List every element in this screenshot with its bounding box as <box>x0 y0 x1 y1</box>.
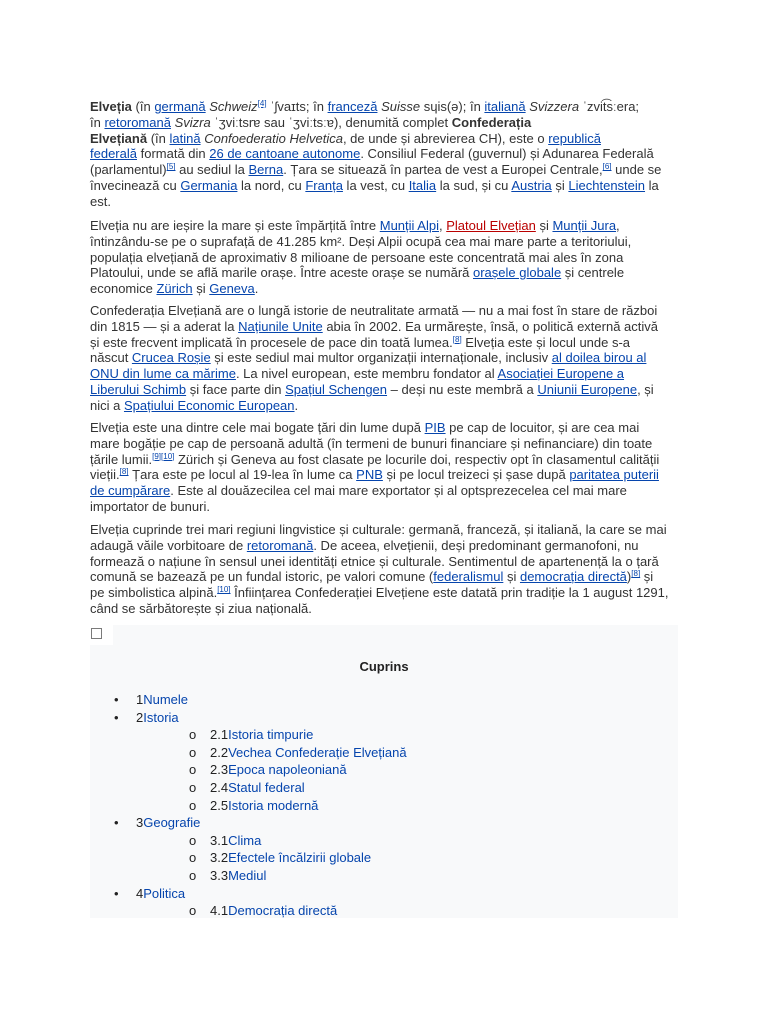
toc-entry[interactable] <box>136 709 179 727</box>
text-run: la sud, și cu <box>436 177 512 193</box>
bullet-icon: • <box>114 885 119 901</box>
text-line <box>90 420 659 436</box>
toc-item[interactable] <box>90 867 678 885</box>
text-line <box>90 99 661 115</box>
toc-number: 3.1 <box>210 832 229 848</box>
article-link[interactable]: Liechtenstein <box>568 177 646 193</box>
text-run: (în <box>147 130 170 146</box>
toc-link[interactable]: Istoria modernă <box>228 797 319 813</box>
text-run: ˈʒviːtsrɐ sau ˈʒviːtsːɐ), denumită complet <box>210 114 452 130</box>
reference-link[interactable]: [6] <box>602 162 612 172</box>
article-link[interactable]: Germania <box>180 177 238 193</box>
italic-term: Svizra <box>174 114 211 130</box>
bold-term: Elveția <box>90 99 132 114</box>
text-run: vieții. <box>90 467 120 483</box>
text-run: și <box>640 569 654 585</box>
text-line <box>90 131 661 147</box>
toc-item[interactable] <box>90 726 678 744</box>
toc-entry[interactable] <box>210 867 266 885</box>
text-run: importator de bunuri. <box>90 498 210 514</box>
toc-link[interactable]: Mediul <box>228 867 267 883</box>
text-run: pe cap de locuitor, și are cea mai <box>445 420 640 435</box>
circle-bullet-icon: o <box>189 903 197 919</box>
reference-link[interactable]: [9] <box>152 451 162 461</box>
toc-link[interactable]: Democrația directă <box>228 903 338 919</box>
toc-item[interactable] <box>90 902 678 920</box>
toc-link[interactable]: Clima <box>228 832 262 848</box>
article-link[interactable]: Berna <box>248 162 284 178</box>
circle-bullet-icon: o <box>189 850 197 866</box>
article-link[interactable]: Zürich <box>156 281 193 297</box>
article-link[interactable]: federalismul <box>433 569 504 585</box>
text-line <box>90 350 658 366</box>
text-run: , <box>616 218 620 233</box>
toc-link[interactable]: Efectele încălzirii globale <box>228 850 372 866</box>
text-run: . Consiliul Federal (guvernul) și Adunarea Federală <box>360 146 654 162</box>
text-line <box>90 335 658 351</box>
toc-item[interactable] <box>90 885 678 903</box>
text-run: Țara este pe locul al 19-lea în lume ca <box>128 467 357 483</box>
toc-entry[interactable] <box>210 849 371 867</box>
toc-item[interactable] <box>90 779 678 797</box>
text-run: (în <box>131 99 155 114</box>
text-run: formată din <box>136 146 210 162</box>
article-link[interactable]: Munții Alpi <box>379 218 439 233</box>
text-run: la nord, cu <box>237 177 306 193</box>
toc-entry[interactable] <box>136 691 188 709</box>
toc-link[interactable]: Geografie <box>143 815 201 831</box>
text-run: . <box>254 281 259 297</box>
bullet-icon: • <box>114 692 119 707</box>
article-link[interactable]: Munții Jura <box>552 218 617 233</box>
article-link[interactable]: orașele globale <box>473 265 562 281</box>
article-link[interactable]: retoromană <box>246 537 314 553</box>
italic-term: Suisse <box>381 99 421 114</box>
article-link[interactable]: de cumpărare <box>90 483 171 499</box>
article-link[interactable]: franceză <box>327 99 378 114</box>
article-link[interactable]: PIB <box>424 420 446 435</box>
toc-number: 2.3 <box>210 762 229 778</box>
text-run: formează o națiune în sensul unei identități etnice și culturale. Sentimentul de apartenență la o țară <box>90 553 659 569</box>
missing-article-link[interactable]: Platoul Elvețian <box>446 218 536 233</box>
text-run: din 1815 — și a aderat la <box>90 318 239 334</box>
text-line <box>90 234 631 250</box>
text-run: și <box>192 281 210 297</box>
article-link[interactable]: federală <box>90 146 137 162</box>
text-run: . La nivel european, este membru fondator al <box>235 366 498 382</box>
text-line <box>90 522 668 538</box>
text-run: Elveția nu are ieșire la mare și este împărțită între <box>90 218 380 233</box>
article-link[interactable]: republică <box>548 130 601 146</box>
toc-entry[interactable] <box>210 744 407 762</box>
article-link[interactable]: Națiunile Unite <box>238 318 323 334</box>
toc-number: 2.1 <box>210 727 229 743</box>
text-run: – deși nu este membră a <box>387 381 538 397</box>
article-link[interactable]: Spațiul Schengen <box>285 381 388 397</box>
text-run: și face parte din <box>186 381 286 397</box>
text-run: și pe locul treizeci și șase după <box>382 467 570 483</box>
circle-bullet-icon: o <box>189 832 197 848</box>
reference-link[interactable]: [8] <box>631 569 641 579</box>
bullet-icon: • <box>114 709 119 725</box>
article-link[interactable]: Franța <box>305 177 343 193</box>
text-line <box>90 569 668 585</box>
text-run: ˈzvit͡sːera; <box>579 99 640 114</box>
italic-term: Schweiz <box>209 99 258 114</box>
text-line <box>90 398 658 414</box>
text-line <box>90 178 661 194</box>
text-run: ˈʃvaɪts; în <box>266 99 328 114</box>
bold-term: Elvețiană <box>90 130 148 146</box>
text-line <box>90 281 631 297</box>
circle-bullet-icon: o <box>189 762 197 778</box>
table-of-contents <box>90 625 678 918</box>
text-run: Înființarea Confederației Elvețiene este datată prin tradiție la 1 august 1291, <box>230 585 669 601</box>
toc-item[interactable] <box>90 832 678 850</box>
toc-number: 3 <box>136 815 144 831</box>
reference-link[interactable]: [10] <box>161 451 175 461</box>
text-line <box>90 146 661 162</box>
bold-term: Confederația <box>451 114 532 130</box>
toc-toggle-checkbox[interactable] <box>91 628 102 639</box>
toc-link[interactable]: Numele <box>143 692 189 707</box>
circle-bullet-icon: o <box>189 797 197 813</box>
toc-number: 4.1 <box>210 903 229 919</box>
toc-number: 2.2 <box>210 744 229 760</box>
text-run: întinzându-se pe o suprafață de 41.285 km². Deși Alpii ocupă cea mai mare parte a teritoriului, <box>90 233 632 249</box>
article-link[interactable]: al doilea birou al <box>551 350 647 366</box>
text-run: Elveția este și locul unde s-a <box>461 334 631 350</box>
text-run: țările lumii. <box>90 451 153 467</box>
article-link[interactable]: PNB <box>356 467 383 483</box>
circle-bullet-icon: o <box>189 867 197 883</box>
toc-number: 3.2 <box>210 850 229 866</box>
toc-entry[interactable] <box>210 761 347 779</box>
toc-number: 3.3 <box>210 867 229 883</box>
toc-item[interactable] <box>90 797 678 815</box>
text-line <box>90 250 631 266</box>
toc-number: 4 <box>136 885 144 901</box>
text-run: sɥis(ə); în <box>420 99 485 114</box>
text-run: învecinează cu <box>90 177 181 193</box>
text-run: Platoului, unde se află marile orașe. Între aceste orașe se numără <box>90 265 473 281</box>
text-run: când se sărbătorește și ziua națională. <box>90 600 312 616</box>
toc-item[interactable] <box>90 761 678 779</box>
paragraph-geography <box>90 218 631 297</box>
paragraph-intro <box>90 99 661 210</box>
text-line <box>90 194 661 210</box>
article-link[interactable]: latină <box>169 130 201 146</box>
article-link[interactable]: paritatea puterii <box>569 467 659 483</box>
toc-entry[interactable] <box>210 902 337 920</box>
article-link[interactable]: democrația directă <box>519 569 627 585</box>
reference-link[interactable]: [5] <box>166 162 176 172</box>
text-line <box>90 467 659 483</box>
toc-number: 2.4 <box>210 779 229 795</box>
toc-title: Cuprins <box>359 659 409 674</box>
text-run: (parlamentul) <box>90 162 167 178</box>
text-run: , și <box>637 381 654 397</box>
text-line <box>90 382 658 398</box>
toc-entry[interactable] <box>210 832 261 850</box>
italic-term: Confoederatio Helvetica <box>204 130 343 146</box>
toc-link[interactable]: Politica <box>143 885 186 901</box>
toc-entry[interactable] <box>210 726 313 744</box>
toc-link[interactable]: Istoria timpurie <box>228 727 314 743</box>
paragraph-neutrality <box>90 303 658 414</box>
text-line <box>90 601 668 617</box>
toc-link[interactable]: Epoca napoleoniană <box>228 762 347 778</box>
toc-item[interactable] <box>90 849 678 867</box>
text-line <box>90 303 658 319</box>
text-line <box>90 162 661 178</box>
text-run: est. <box>90 193 111 209</box>
article-link[interactable]: Uniunii Europene <box>537 381 638 397</box>
text-run: comună se bazează pe un fundal istoric, pe valori comune ( <box>90 569 434 585</box>
reference-link[interactable]: [8] <box>119 467 129 477</box>
text-run: și <box>535 218 553 233</box>
text-run: la vest, cu <box>342 177 409 193</box>
toc-item[interactable] <box>90 709 678 727</box>
text-run: și este sediul mai multor organizații internaționale, inclusiv <box>210 350 552 366</box>
toc-entry[interactable] <box>210 797 318 815</box>
reference-link[interactable]: [8] <box>452 334 462 344</box>
text-run: și centrele <box>561 265 625 281</box>
italic-term: Svizzera <box>529 99 580 114</box>
reference-link[interactable]: [10] <box>217 585 231 595</box>
text-run: născut <box>90 350 132 366</box>
text-line <box>90 554 668 570</box>
article-link[interactable]: Crucea Roșie <box>131 350 211 366</box>
article-link[interactable]: italiană <box>484 99 526 114</box>
text-line <box>90 319 658 335</box>
text-run: economice <box>90 281 157 297</box>
article-link[interactable]: 26 de cantoane autonome <box>209 146 361 162</box>
text-run: pe simbolistica alpină. <box>90 585 218 601</box>
toc-link[interactable]: Statul federal <box>228 779 305 795</box>
article-link[interactable]: Asociației Europene a <box>497 366 625 382</box>
toc-list <box>90 691 678 920</box>
article-link[interactable]: Italia <box>408 177 437 193</box>
circle-bullet-icon: o <box>189 744 197 760</box>
text-run: și este frecvent implicată în procesele de pace din toată lumea. <box>90 334 453 350</box>
toc-item[interactable] <box>90 744 678 762</box>
toc-number: 2.5 <box>210 797 229 813</box>
text-run: mare bogăție pe cap de persoană adultă (în termeni de bunuri financiare și nefinanciare) din toate <box>90 435 653 451</box>
toc-entry[interactable] <box>136 814 200 832</box>
text-run: , <box>438 218 447 233</box>
text-line <box>90 218 631 234</box>
article-link[interactable]: Liberului Schimb <box>90 381 187 397</box>
article-link[interactable]: Austria <box>511 177 552 193</box>
circle-bullet-icon: o <box>189 779 197 795</box>
toc-entry[interactable] <box>136 885 185 903</box>
text-run: . De aceea, elvețienii, deși predominant germanofoni, nu <box>313 537 639 553</box>
text-run: unde se <box>611 162 662 178</box>
toc-link[interactable]: Vechea Confederație Elvețiană <box>228 744 407 760</box>
article-link[interactable]: Spațiului Economic European <box>123 397 295 413</box>
text-run: au sediul la <box>175 162 249 178</box>
text-line <box>90 585 668 601</box>
text-run: ) <box>626 569 632 585</box>
article-link[interactable]: retoromană <box>104 114 171 130</box>
text-run: . Este al douăzecilea cel mai mare exportator și al optsprezecelea cel mai mare <box>170 483 627 499</box>
text-run: adaugă văile vorbitoare de <box>90 537 247 553</box>
text-line <box>90 265 631 281</box>
toc-number: 2 <box>136 709 144 725</box>
reference-link[interactable]: [4] <box>257 99 267 108</box>
text-run: Confederația Elvețiană are o lungă istorie de neutralitate armată — nu a mai fost în stare de război <box>90 303 658 318</box>
text-line <box>90 499 659 515</box>
text-run: și <box>503 569 520 585</box>
text-run: . <box>294 397 299 413</box>
text-line <box>90 452 659 468</box>
text-run: Elveția este una dintre cele mai bogate țări din lume după <box>90 420 425 435</box>
text-run: și <box>551 177 569 193</box>
text-line <box>90 115 661 131</box>
text-run: Elveția cuprinde trei mari regiuni lingvistice și culturale: germană, franceză, și italiană, la care se mai <box>90 522 667 537</box>
text-run: populația elvețiană de aproximativ 8 milioane de persoane este concentrată mai ales în zona <box>90 249 624 265</box>
article-link[interactable]: ONU din lume ca mărime <box>90 366 236 382</box>
paragraph-economy <box>90 420 659 515</box>
text-run: la <box>645 177 659 193</box>
text-line <box>90 366 658 382</box>
circle-bullet-icon: o <box>189 727 197 743</box>
text-run: Zürich și Geneva au fost clasate pe locurile doi, respectiv opt în clasamentul calității <box>174 451 660 467</box>
article-link[interactable]: Geneva <box>209 281 255 297</box>
text-run: nici a <box>90 397 124 413</box>
text-run: abia în 2002. Ea urmărește, însă, o politică externă activă <box>322 318 659 334</box>
article-link[interactable]: germană <box>154 99 206 114</box>
toc-item[interactable] <box>90 691 678 709</box>
text-run: . Țara se situează în partea de vest a Europei Centrale, <box>283 162 603 178</box>
toc-link[interactable]: Istoria <box>143 709 179 725</box>
text-run: în <box>90 114 105 130</box>
text-line <box>90 436 659 452</box>
bullet-icon: • <box>114 815 119 831</box>
text-line <box>90 538 668 554</box>
text-run: , de unde și abrevierea CH), este o <box>342 130 549 146</box>
toc-entry[interactable] <box>210 779 305 797</box>
paragraph-culture <box>90 522 668 617</box>
text-line <box>90 483 659 499</box>
toc-number: 1 <box>136 692 144 707</box>
toc-item[interactable] <box>90 814 678 832</box>
